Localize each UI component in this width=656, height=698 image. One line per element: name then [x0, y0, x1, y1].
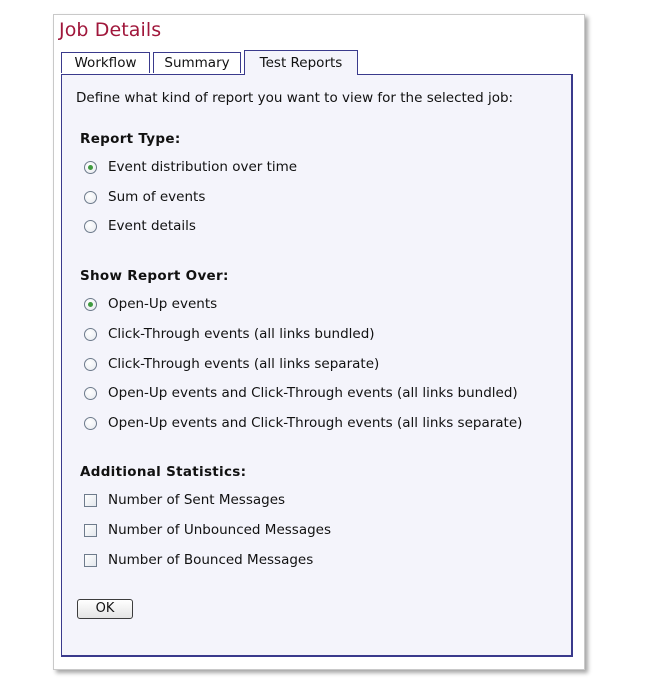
checkbox-option-sent-messages[interactable] [84, 491, 285, 509]
tab-test-reports[interactable]: Test Reports [244, 50, 358, 75]
option-label: Open-Up events and Click-Through events (all links separate) [108, 415, 523, 431]
ok-button[interactable]: OK [77, 599, 133, 619]
radio-button[interactable] [84, 358, 97, 371]
tab-summary[interactable]: Summary [153, 52, 241, 73]
show-report-over-heading: Show Report Over: [80, 268, 229, 284]
checkbox[interactable] [84, 554, 97, 567]
radio-option-click-through-bundled[interactable] [84, 325, 375, 343]
option-label: Number of Sent Messages [108, 492, 286, 508]
option-label: Click-Through events (all links separate) [108, 356, 380, 372]
option-label: Click-Through events (all links bundled) [108, 326, 375, 342]
tab-workflow[interactable]: Workflow [61, 52, 150, 73]
checkbox[interactable] [84, 494, 97, 507]
radio-button[interactable] [84, 191, 97, 204]
window-title: Job Details [59, 19, 162, 41]
option-label: Open-Up events [108, 296, 218, 312]
checkbox[interactable] [84, 524, 97, 537]
radio-option-sum-of-events[interactable] [84, 188, 205, 206]
option-label: Open-Up events and Click-Through events (all links bundled) [108, 385, 518, 401]
radio-option-open-up-and-click-through-separate[interactable] [84, 414, 522, 432]
radio-option-open-up-and-click-through-bundled[interactable] [84, 384, 518, 402]
radio-button[interactable] [84, 417, 97, 430]
job-details-window [53, 14, 585, 670]
radio-option-event-distribution[interactable] [84, 158, 297, 176]
option-label: Sum of events [108, 189, 206, 205]
radio-button-checked[interactable] [84, 298, 97, 311]
intro-text: Define what kind of report you want to view for the selected job: [76, 90, 514, 106]
report-type-heading: Report Type: [80, 131, 181, 147]
radio-button-checked[interactable] [84, 161, 97, 174]
test-reports-panel [61, 74, 573, 657]
radio-button[interactable] [84, 387, 97, 400]
radio-option-click-through-separate[interactable] [84, 355, 379, 373]
radio-button[interactable] [84, 220, 97, 233]
additional-statistics-heading: Additional Statistics: [80, 464, 247, 480]
checkbox-option-unbounced-messages[interactable] [84, 521, 331, 539]
checkbox-option-bounced-messages[interactable] [84, 551, 313, 569]
radio-option-event-details[interactable] [84, 217, 196, 235]
option-label: Event distribution over time [108, 159, 298, 175]
option-label: Number of Bounced Messages [108, 552, 314, 568]
option-label: Number of Unbounced Messages [108, 522, 331, 538]
radio-button[interactable] [84, 328, 97, 341]
radio-option-open-up-events[interactable] [84, 295, 217, 313]
option-label: Event details [108, 218, 196, 234]
